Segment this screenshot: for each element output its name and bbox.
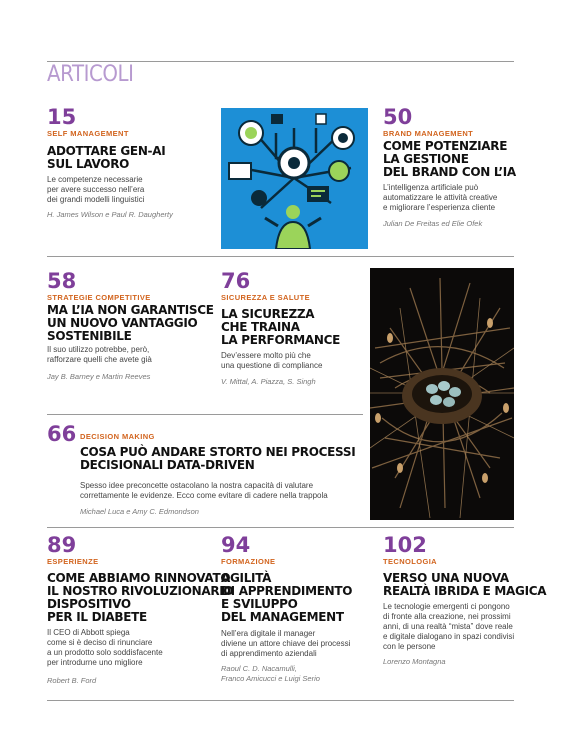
- article-94-description: Nell’era digitale il manager diviene un attore chiave dei processi di apprendimento aziendali: [221, 629, 351, 658]
- section-title: ARTICOLI: [47, 62, 134, 87]
- article-89-category: ESPERIENZE: [47, 557, 99, 566]
- article-76-author: V. Mittal, A. Piazza, S. Singh: [221, 377, 316, 386]
- article-66-category: DECISION MAKING: [80, 432, 155, 441]
- rule-row3: [47, 414, 363, 415]
- article-102-category: TECNOLOGIA: [383, 557, 437, 566]
- article-89-title[interactable]: COME ABBIAMO RINNOVATO IL NOSTRO RIVOLUZIONARIO DISPOSITIVO PER IL DIABETE: [47, 571, 234, 624]
- article-94-page-number: 94: [221, 533, 251, 557]
- article-50-page-number: 50: [383, 105, 413, 129]
- article-58-author: Jay B. Barney e Martin Reeves: [47, 372, 151, 381]
- article-76-description: Dev’essere molto più che una questione di compliance: [221, 351, 323, 370]
- article-66-title[interactable]: COSA PUÒ ANDARE STORTO NEI PROCESSI DECISIONALI DATA-DRIVEN: [80, 445, 356, 472]
- article-89-page-number: 89: [47, 533, 77, 557]
- article-102-title[interactable]: VERSO UNA NUOVA REALTÀ IBRIDA E MAGICA: [383, 571, 547, 598]
- article-15-category: SELF MANAGEMENT: [47, 129, 129, 138]
- article-58-description: Il suo utilizzo potrebbe, però, rafforzare quelli che avete già: [47, 345, 152, 364]
- bird-nest-photo: [370, 268, 514, 520]
- article-50-author: Julian De Freitas ed Elie Ofek: [383, 219, 483, 228]
- article-50-title[interactable]: COME POTENZIARE LA GESTIONE DEL BRAND CON L’IA: [383, 139, 516, 179]
- article-94-author: Raoul C. D. Nacamulli, Franco Amicucci e Luigi Serio: [221, 664, 320, 683]
- article-76-page-number: 76: [221, 269, 251, 293]
- article-58-title[interactable]: MA L’IA NON GARANTISCE UN NUOVO VANTAGGIO SOSTENIBILE: [47, 303, 214, 343]
- article-50-description: L’intelligenza artificiale può automatizzare le attività creative e migliorare l’esperienza cliente: [383, 183, 498, 212]
- article-76-title[interactable]: LA SICUREZZA CHE TRAINA LA PERFORMANCE: [221, 307, 341, 347]
- article-15-title[interactable]: ADOTTARE GEN-AI SUL LAVORO: [47, 144, 166, 171]
- article-58-category: STRATEGIE COMPETITIVE: [47, 293, 151, 302]
- article-76-category: SICUREZZA E SALUTE: [221, 293, 311, 302]
- article-66-author: Michael Luca e Amy C. Edmondson: [80, 507, 199, 516]
- article-66-description: Spesso idee preconcette ostacolano la nostra capacità di valutare correttamente le evidenze. Ecco come evitare di cadere nella trappola: [80, 481, 328, 500]
- article-102-author: Lorenzo Montagna: [383, 657, 446, 666]
- article-102-page-number: 102: [383, 533, 427, 557]
- article-94-category: FORMAZIONE: [221, 557, 276, 566]
- article-50-category: BRAND MANAGEMENT: [383, 129, 474, 138]
- article-89-author: Robert B. Ford: [47, 676, 97, 685]
- article-15-page-number: 15: [47, 105, 77, 129]
- article-66-page-number: 66: [47, 422, 77, 446]
- article-15-author: H. James Wilson e Paul R. Daugherty: [47, 210, 173, 219]
- article-89-description: Il CEO di Abbott spiega come si è deciso di rinunciare a un prodotto solo soddisfacente per introdurne uno migliore: [47, 628, 163, 667]
- gen-ai-illustration: [221, 108, 368, 249]
- article-15-description: Le competenze necessarie per avere successo nell’era dei grandi modelli linguistici: [47, 175, 145, 204]
- article-94-title[interactable]: AGILITÀ DI APPRENDIMENTO E SVILUPPO DEL MANAGEMENT: [221, 571, 353, 624]
- rule-row4: [47, 527, 514, 528]
- article-58-page-number: 58: [47, 269, 77, 293]
- rule-row2: [47, 256, 514, 257]
- bottom-rule: [47, 700, 514, 701]
- article-102-description: Le tecnologie emergenti ci pongono di fronte alla creazione, nei prossimi anni, di una realtà “mista” dove reale e digitale dialogano in spazi condivisi con le persone: [383, 602, 515, 651]
